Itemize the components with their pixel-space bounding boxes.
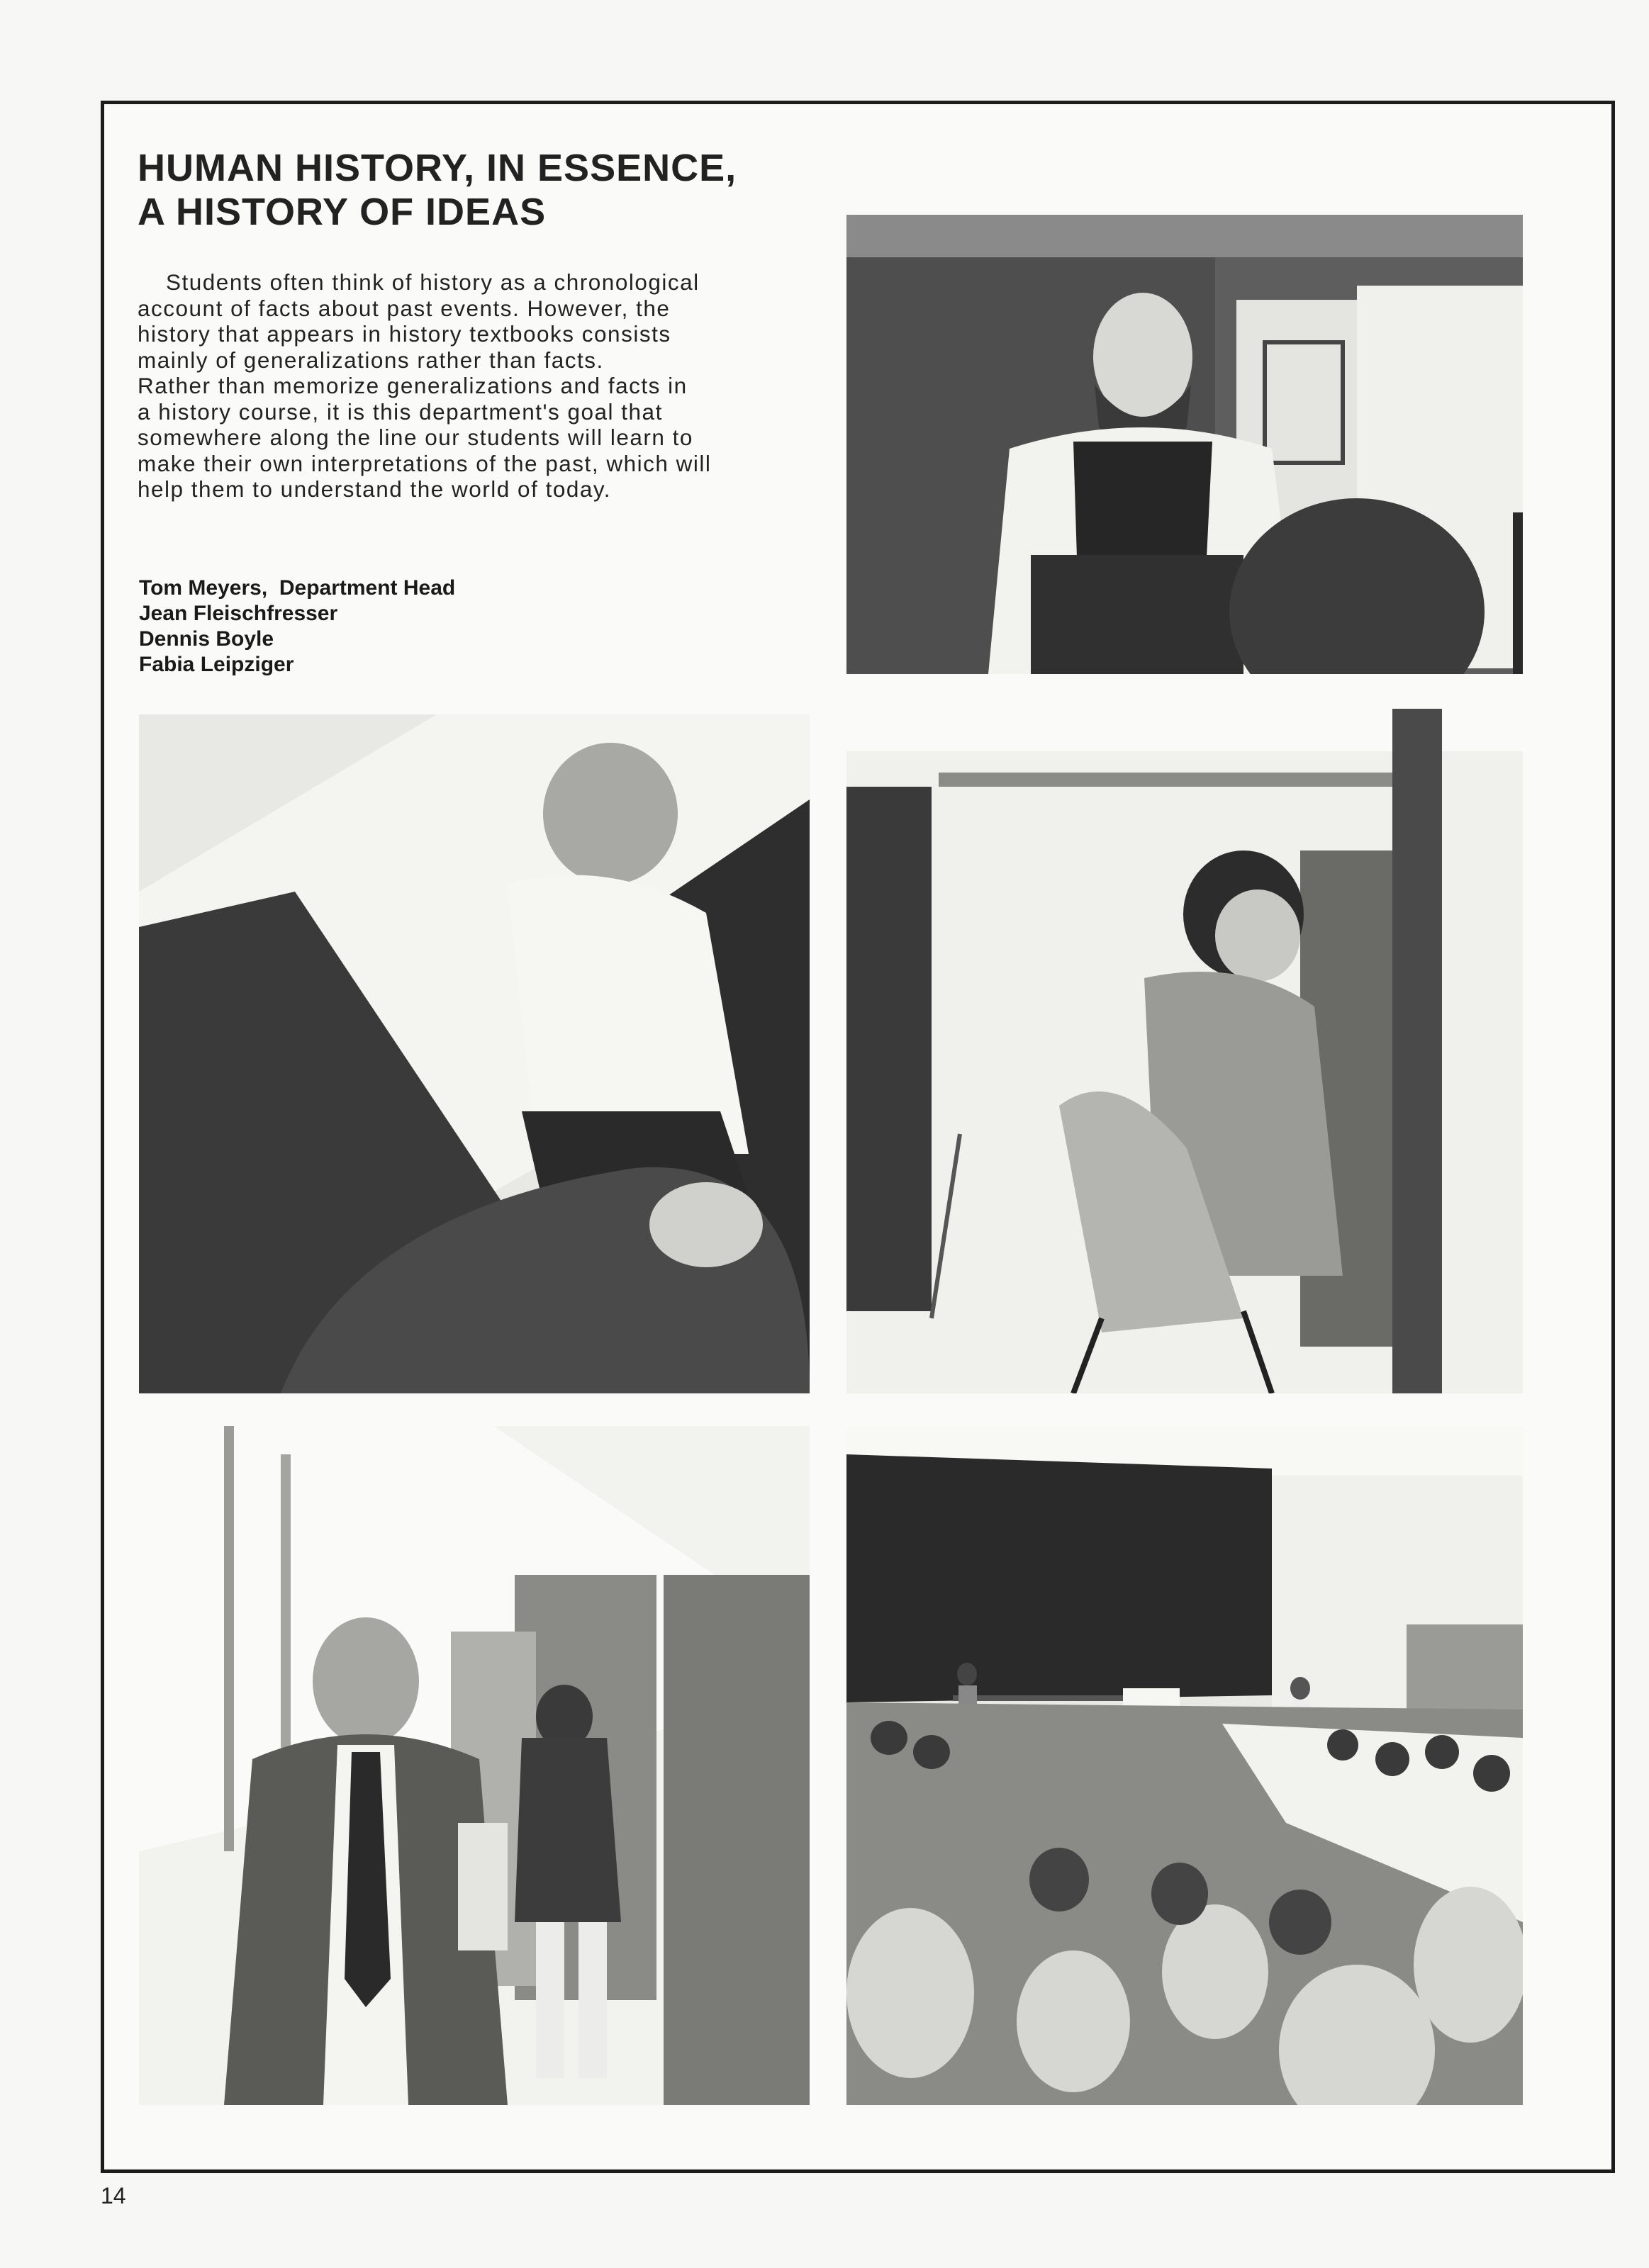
body-line: Rather than memorize generalizations and facts in: [138, 373, 688, 398]
body-line: Students often think of history as a chronological: [166, 269, 700, 295]
body-line: mainly of generalizations rather than facts.: [138, 347, 604, 373]
staff-member: Tom Meyers, Department Head: [139, 576, 456, 600]
intro-paragraph: [138, 269, 832, 503]
body-line: history that appears in history textbooks consists: [138, 321, 671, 347]
body-line: make their own interpretations of the past, which will: [138, 450, 712, 476]
headline: [138, 146, 846, 234]
headline-line-2: A HISTORY OF IDEAS: [138, 191, 547, 233]
headline-line-1: HUMAN HISTORY, IN ESSENCE,: [138, 147, 737, 189]
staff-member: Jean Fleischfresser: [139, 602, 338, 625]
staff-list: [139, 576, 706, 678]
body-line: account of facts about past events. However, the: [138, 295, 671, 321]
body-line: a history course, it is this department's goal that: [138, 398, 663, 425]
photo-auditorium-assembly: [846, 1426, 1523, 2105]
photo-teacher-in-hallway: [139, 1426, 810, 2105]
body-line: help them to understand the world of today.: [138, 476, 612, 502]
staff-member: Fabia Leipziger: [139, 653, 294, 676]
body-line: somewhere along the line our students will learn to: [138, 425, 693, 450]
staff-member: Dennis Boyle: [139, 627, 274, 651]
photo-teacher-over-desk: [139, 714, 810, 1393]
page-number: 14: [101, 2183, 126, 2208]
photo-seated-student: [846, 709, 1523, 1393]
photo-teacher-at-lectern: [846, 215, 1523, 674]
